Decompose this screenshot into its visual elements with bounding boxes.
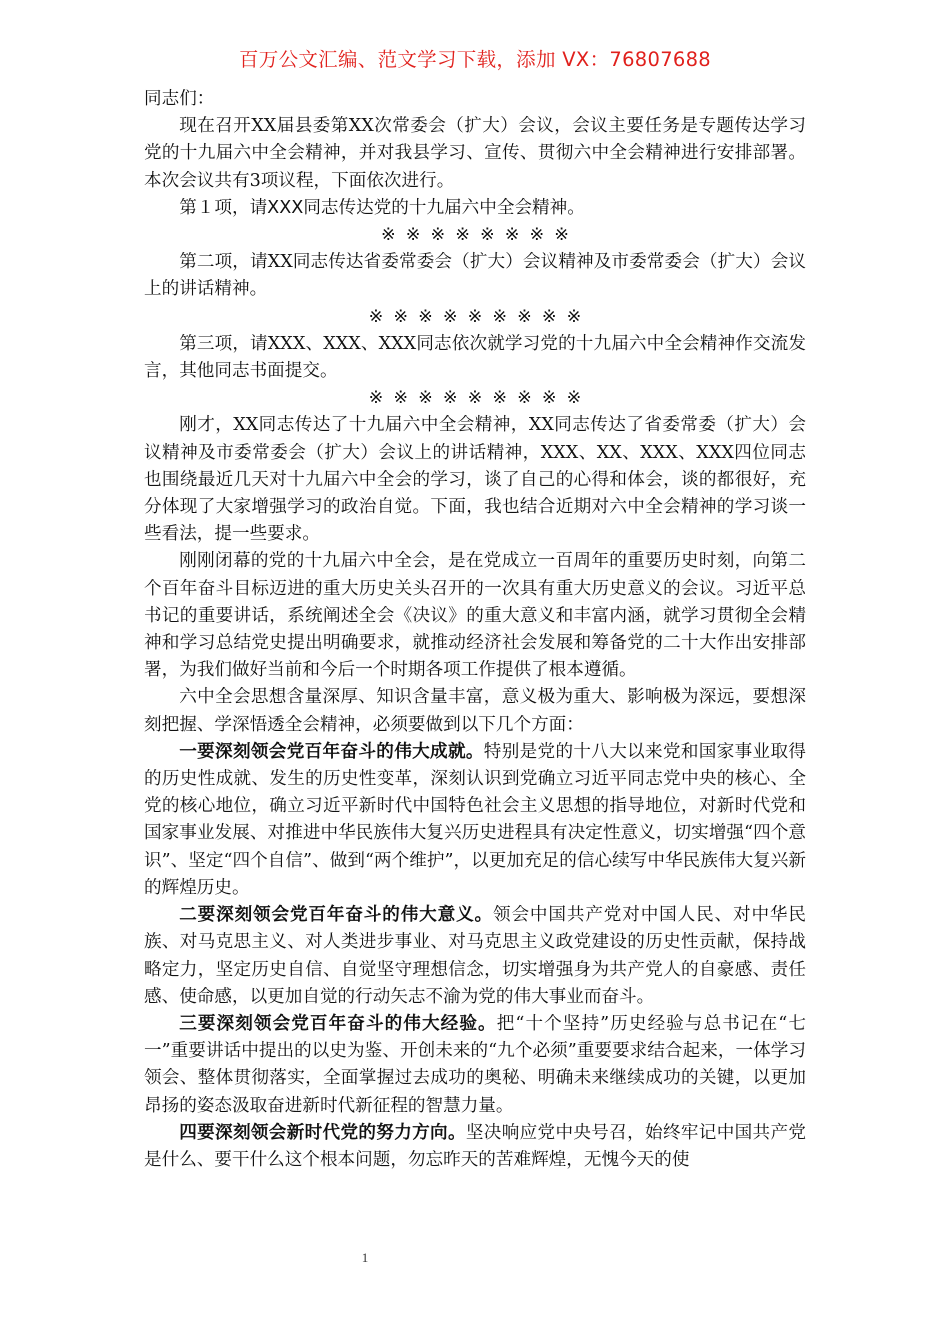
header-banner: 百万公文汇编、范文学习下载，添加 VX：76807688 (238, 48, 712, 71)
point-1 (144, 739, 806, 902)
point-4-lead: 四要深刻领会新时代党的努力方向。 (179, 1122, 466, 1143)
salutation: 同志们： (144, 89, 215, 109)
agenda-item-3: 第三项，请XXX、XXX、XXX同志依次就学习党的十九届六中全会精神作交流发言，其他同志书面提交。 (144, 333, 806, 382)
agenda-item-1: 第１项，请XXX同志传达党的十九届六中全会精神。 (179, 197, 585, 218)
separator-2: ※※※※※※※※※ (368, 306, 592, 327)
paragraph-summary: 刚才，XX同志传达了十九届六中全会精神，XX同志传达了省委常委（扩大）会议精神及市委常委会（扩大）会议上的讲话精神，XXX、XX、XXX、XXX四位同志也围绕最近几天对十九届六中全会的学习，谈了自己的心得和体会，谈的都很好，充分体现了大家增强学习的政治自觉。下面，我也结合近期对六中全会精神的学习谈一些看法，提一些要求。 (144, 415, 806, 545)
separator-1: ※※※※※※※※ (381, 225, 579, 246)
paragraph-plenum: 刚刚闭幕的党的十九届六中全会，是在党成立一百周年的重要历史时刻，向第二个百年奋斗目标迈进的重大历史关头召开的一次具有重大历史意义的会议。习近平总书记的重要讲话，系统阐述全会《决议》的重大意义和丰富内涵，就学习贯彻全会精神和学习总结党史提出明确要求，就推动经济社会发展和筹备党的二十大作出安排部署，为我们做好当前和今后一个时期各项工作提供了根本遵循。 (144, 551, 806, 681)
point-1-lead: 一要深刻领会党百年奋斗的伟大成就。 (179, 741, 484, 762)
point-3-text: 把“十个坚持”历史经验与总书记在“七一”重要讲话中提出的以史为鉴、开创未来的“九个必须”重要要求结合起来，一体学习领会、整体贯彻落实，全面掌握过去成功的奥秘、明确未来继续成功的关键，以更加昂扬的姿态汲取奋进新时代新征程的智慧力量。 (144, 1013, 806, 1116)
point-2-lead: 二要深刻领会党百年奋斗的伟大意义。 (179, 905, 494, 926)
paragraph-aspects: 六中全会思想含量深厚、知识含量丰富，意义极为重大、影响极为深远，要想深刻把握、学深悟透全会精神，必须要做到以下几个方面： (144, 687, 806, 735)
paragraph-intro: 现在召开XX届县委第XX次常委会（扩大）会议，会议主要任务是专题传达学习党的十九届六中全会精神，并对我县学习、宣传、贯彻六中全会精神进行安排部署。本次会议共有3项议程，下面依次进行。 (144, 116, 806, 191)
point-2 (144, 902, 806, 1011)
agenda-item-2: 第二项，请XX同志传达省委常委会（扩大）会议精神及市委常委会（扩大）会议上的讲话精神。 (144, 252, 806, 300)
point-2-text: 领会中国共产党对中国人民、对中华民族、对马克思主义、对人类进步事业、对马克思主义政党建设的历史性贡献，保持战略定力，坚定历史自信、自觉坚守理想信念，切实增强身为共产党人的自豪感、责任感、使命感，以更加自觉的行动矢志不渝为党的伟大事业而奋斗。 (144, 905, 806, 1007)
point-4-text: 坚决响应党中央号召，始终牢记中国共产党是什么、要干什么这个根本问题，勿忘昨天的苦难辉煌，无愧今天的使 (144, 1122, 806, 1170)
point-3-lead: 三要深刻领会党百年奋斗的伟大经验。 (179, 1013, 497, 1034)
document-body (144, 86, 806, 1174)
point-3 (144, 1011, 806, 1120)
page-number: 1 (361, 1250, 369, 1265)
point-1-text: 特别是党的十八大以来党和国家事业取得的历史性成就、发生的历史性变革，深刻认识到党确立习近平同志党中央的核心、全党的核心地位，确立习近平新时代中国特色社会主义思想的指导地位，对新时代党和国家事业发展、对推进中华民族伟大复兴历史进程具有决定性意义，切实增强“四个意识”、坚定“四个自信”、做到“两个维护”，以更加充足的信心续写中华民族伟大复兴新的辉煌历史。 (144, 741, 806, 898)
separator-3: ※※※※※※※※※ (368, 388, 592, 409)
point-4 (144, 1120, 806, 1174)
